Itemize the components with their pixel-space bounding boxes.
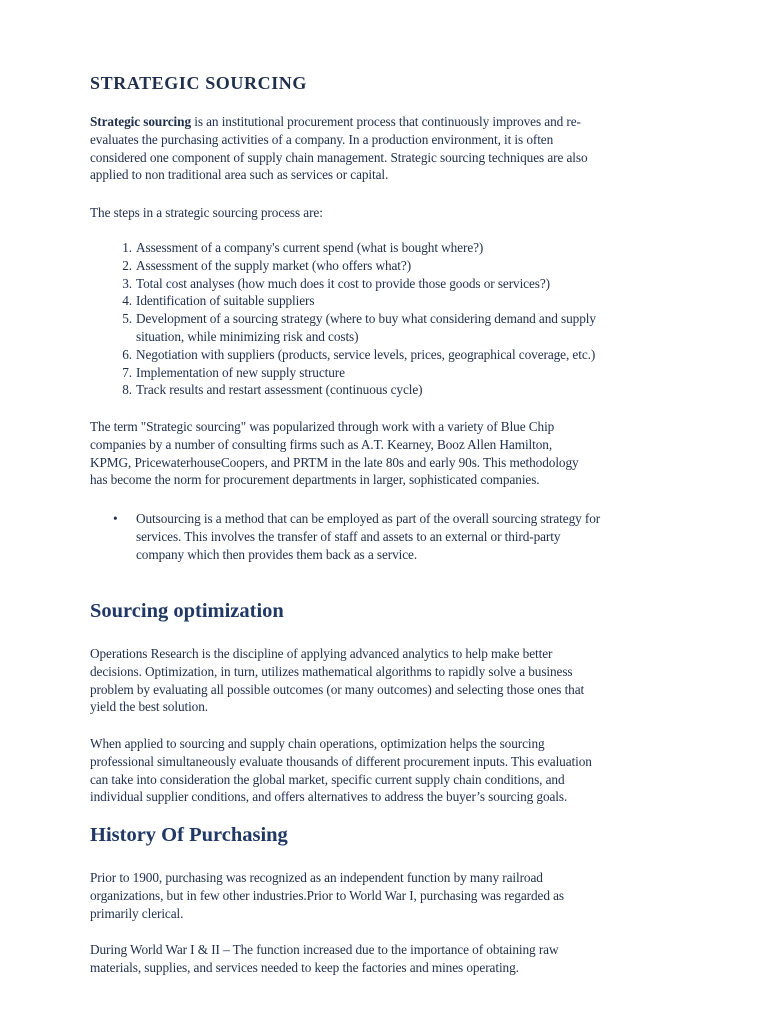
list-number: 7. [122, 364, 132, 380]
list-number: 2. [122, 257, 132, 273]
list-number: 6. [122, 346, 132, 362]
optimization-paragraph-2 [90, 735, 690, 806]
list-number: 1. [122, 240, 132, 255]
steps-intro: The steps in a strategic sourcing process are: [90, 205, 323, 220]
list-number: 8. [122, 382, 132, 398]
paragraph-line: materials, supplies, and services needed to keep the factories and mines operating. [90, 959, 519, 975]
list-item [90, 510, 690, 563]
paragraph-line: decisions. Optimization, in turn, utilizes mathematical algorithms to rapidly solve a business [90, 663, 573, 679]
list-item [90, 275, 690, 293]
section-title-strategic-sourcing: STRATEGIC SOURCING [90, 73, 308, 93]
list-text: Implementation of new supply structure [136, 364, 345, 380]
intro-line-1: Strategic sourcing is an institutional procurement process that continuously improves and re- [90, 114, 581, 129]
intro-line-3: considered one component of supply chain management. Strategic sourcing techniques are also [90, 149, 588, 165]
list-item [90, 346, 690, 364]
list-item [90, 310, 690, 346]
list-text: Assessment of the supply market (who offers what?) [136, 257, 412, 273]
term-line-4: has become the norm for procurement departments in larger, sophisticated companies. [90, 472, 540, 488]
paragraph-line: During World War I & II – The function increased due to the importance of obtaining raw [90, 942, 559, 957]
list-text: Development of a sourcing strategy (where to buy what considering demand and supply [136, 311, 596, 327]
bullet-icon: • [113, 511, 118, 526]
term-line-2: companies by a number of consulting firms such as A.T. Kearney, Booz Allen Hamilton, [90, 436, 553, 452]
paragraph-line: Prior to 1900, purchasing was recognized as an independent function by many railroad [90, 870, 543, 885]
paragraph-line: professional simultaneously evaluate thousands of different procurement inputs. This evaluation [90, 753, 592, 769]
list-text: situation, while minimizing risk and costs) [136, 328, 359, 344]
list-text: Track results and restart assessment (continuous cycle) [136, 382, 423, 398]
list-item [90, 364, 690, 382]
history-paragraph-1 [90, 869, 690, 922]
intro-lead-term: Strategic sourcing [90, 114, 191, 129]
list-text: services. This involves the transfer of staff and assets to an external or third-party [136, 528, 561, 544]
term-paragraph [90, 418, 690, 489]
list-item [90, 257, 690, 275]
history-paragraph-2 [90, 941, 690, 977]
list-text: Identification of suitable suppliers [136, 293, 315, 309]
list-text: Negotiation with suppliers (products, service levels, prices, geographical coverage, etc.) [136, 346, 596, 362]
list-item [90, 292, 690, 310]
list-item [90, 381, 690, 399]
steps-list [90, 239, 690, 399]
bullet-list [90, 510, 690, 563]
list-number: 5. [122, 311, 132, 327]
paragraph-line: organizations, but in few other industries.Prior to World War I, purchasing was regarded as [90, 887, 564, 903]
paragraph-line: problem by evaluating all possible outcomes (or many outcomes) and selecting those ones that [90, 681, 585, 697]
paragraph-line: can take into consideration the global market, specific current supply chain conditions, and [90, 771, 565, 787]
intro-line-4: applied to non traditional area such as services or capital. [90, 167, 389, 183]
paragraph-line: primarily clerical. [90, 905, 184, 921]
list-item [90, 239, 690, 257]
intro-paragraph [90, 113, 690, 184]
paragraph-line: Operations Research is the discipline of applying advanced analytics to help make better [90, 646, 553, 661]
list-number: 3. [122, 275, 132, 291]
term-line-1: The term "Strategic sourcing" was popularized through work with a variety of Blue Chip [90, 419, 555, 434]
paragraph-line: When applied to sourcing and supply chain operations, optimization helps the sourcing [90, 736, 545, 751]
term-line-3: KPMG, PricewaterhouseCoopers, and PRTM in the late 80s and early 90s. This methodology [90, 454, 579, 470]
optimization-paragraph-1 [90, 645, 690, 716]
list-text: Assessment of a company's current spend (what is bought where?) [136, 240, 484, 255]
list-text: company which then provides them back as a service. [136, 546, 418, 562]
paragraph-line: individual supplier conditions, and offers alternatives to address the buyer’s sourcing goals. [90, 789, 568, 805]
paragraph-line: yield the best solution. [90, 699, 208, 715]
heading-history-of-purchasing: History Of Purchasing [90, 824, 288, 846]
list-text: Total cost analyses (how much does it cost to provide those goods or services?) [136, 275, 550, 291]
intro-line-2: evaluates the purchasing activities of a company. In a production environment, it is often [90, 131, 554, 147]
list-number: 4. [122, 293, 132, 309]
heading-sourcing-optimization: Sourcing optimization [90, 600, 284, 622]
list-text: Outsourcing is a method that can be employed as part of the overall sourcing strategy for [136, 511, 601, 526]
